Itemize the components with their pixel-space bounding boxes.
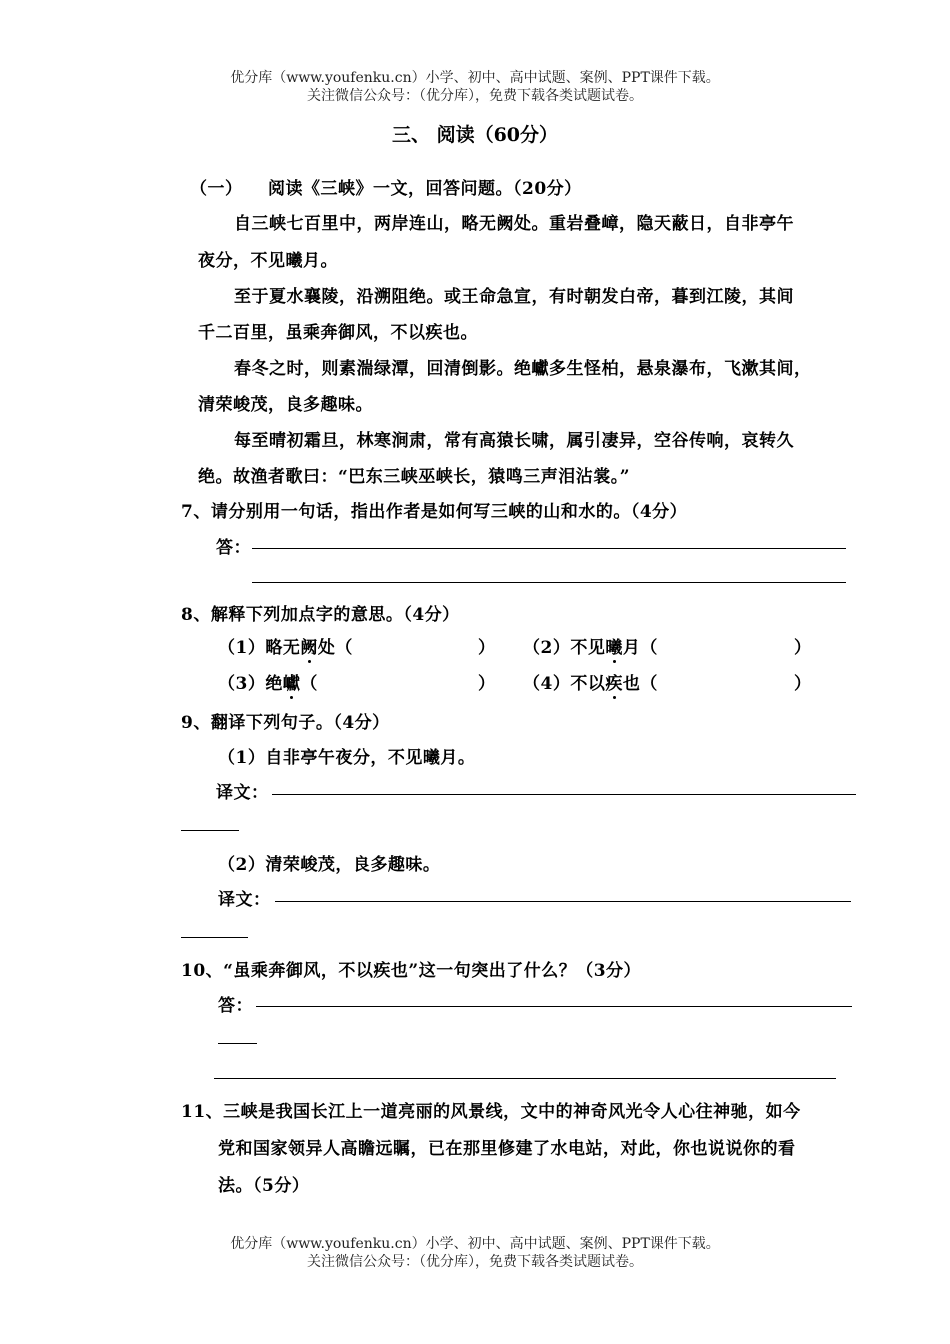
q9-sentence-2: （2）清荣峻茂，良多趣味。 — [218, 855, 441, 875]
question-8: 8、解释下列加点字的意思。（4分） — [181, 605, 460, 625]
q7-answer-label: 答： — [216, 538, 251, 558]
passage-p2-line2: 千二百里，虽乘奔御风，不以疾也。 — [198, 323, 478, 343]
q8-item-2 — [523, 633, 658, 658]
q8-item-1-dotted-char: 阙 — [300, 633, 318, 658]
q8-item-2-close: ） — [794, 638, 812, 658]
question-9: 9、翻译下列句子。（4分） — [181, 713, 390, 733]
question-7: 7、请分别用一句话，指出作者是如何写三峡的山和水的。（4分） — [181, 502, 688, 522]
q8-item-3 — [218, 669, 318, 694]
q8-item-1-pre: （1）略无 — [218, 638, 301, 658]
q10-answer-line-1-cont[interactable] — [218, 1043, 257, 1044]
q7-answer-line-1[interactable] — [252, 548, 846, 549]
q8-item-3-pre: （3）绝 — [218, 674, 283, 694]
question-11-line-2: 党和国家领异人高瞻远瞩，已在那里修建了水电站，对此，你也说说你的看 — [218, 1139, 796, 1159]
part-label: （一） — [190, 179, 243, 199]
q7-answer-line-2[interactable] — [252, 582, 846, 583]
q8-item-4 — [523, 669, 658, 694]
q8-item-1 — [218, 633, 353, 658]
q8-item-3-dotted-char: 巘 — [283, 669, 301, 694]
passage-p2-line1: 至于夏水襄陵，沿溯阻绝。或王命急宣，有时朝发白帝，暮到江陵，其间 — [234, 287, 794, 307]
part-instruction: 阅读《三峡》一文，回答问题。（20分） — [268, 179, 582, 199]
q8-item-2-post: 月（ — [622, 638, 658, 658]
q10-answer-label: 答： — [218, 996, 253, 1016]
q9-translation-line-2[interactable] — [275, 901, 851, 902]
q9-translation-line-1-cont[interactable] — [181, 830, 239, 831]
q8-item-2-pre: （2）不见 — [523, 638, 606, 658]
passage-p3-line1: 春冬之时，则素湍绿潭，回清倒影。绝巘多生怪柏，悬泉瀑布，飞漱其间， — [234, 359, 812, 379]
passage-p4-line1: 每至晴初霜旦，林寒涧肃，常有高猿长啸，属引凄异，空谷传响，哀转久 — [234, 431, 794, 451]
footer-line-1: 优分库（www.youfenku.cn）小学、初中、高中试题、案例、PPT课件下载。 — [230, 1236, 720, 1252]
q8-item-2-dotted-char: 曦 — [605, 633, 623, 658]
footer-line-2: 关注微信公众号：（优分库），免费下载各类试题试卷。 — [307, 1254, 643, 1270]
question-10: 10、“虽乘奔御风，不以疾也”这一句突出了什么？（3分） — [181, 961, 642, 981]
header-line-2: 关注微信公众号：（优分库），免费下载各类试题试卷。 — [307, 88, 643, 104]
q8-item-4-post: 也（ — [622, 674, 658, 694]
q9-translation-line-1[interactable] — [272, 794, 856, 795]
q8-item-3-close: ） — [478, 674, 496, 694]
passage-p1-line1: 自三峡七百里中，两岸连山，略无阙处。重岩叠嶂，隐天蔽日，自非亭午 — [234, 214, 794, 234]
q10-answer-line-1[interactable] — [256, 1006, 852, 1007]
q8-item-4-pre: （4）不以 — [523, 674, 606, 694]
section-title: 三、 阅读（60分） — [391, 124, 559, 146]
q8-item-4-dotted-char: 疾 — [605, 669, 623, 694]
q10-answer-line-2[interactable] — [214, 1078, 836, 1079]
passage-p4-line2: 绝。故渔者歌曰：“巴东三峡巫峡长，猿鸣三声泪沾裳。” — [198, 467, 631, 487]
q8-item-1-close: ） — [478, 638, 496, 658]
q9-translation-label-2: 译文： — [218, 890, 271, 910]
passage-p3-line2: 清荣峻茂，良多趣味。 — [198, 395, 373, 415]
q9-translation-label-1: 译文： — [216, 783, 269, 803]
q8-item-4-close: ） — [794, 674, 812, 694]
q9-sentence-1: （1）自非亭午夜分，不见曦月。 — [218, 748, 476, 768]
q8-item-3-post: （ — [300, 674, 318, 694]
passage-p1-line2: 夜分，不见曦月。 — [198, 251, 338, 271]
question-11-line-1: 11、三峡是我国长江上一道亮丽的风景线，文中的神奇风光令人心往神驰，如今 — [181, 1102, 801, 1122]
q8-item-1-post: 处（ — [317, 638, 353, 658]
q9-translation-line-2-cont[interactable] — [181, 937, 248, 938]
question-11-line-3: 法。（5分） — [218, 1176, 310, 1196]
header-line-1: 优分库（www.youfenku.cn）小学、初中、高中试题、案例、PPT课件下载。 — [230, 70, 720, 86]
